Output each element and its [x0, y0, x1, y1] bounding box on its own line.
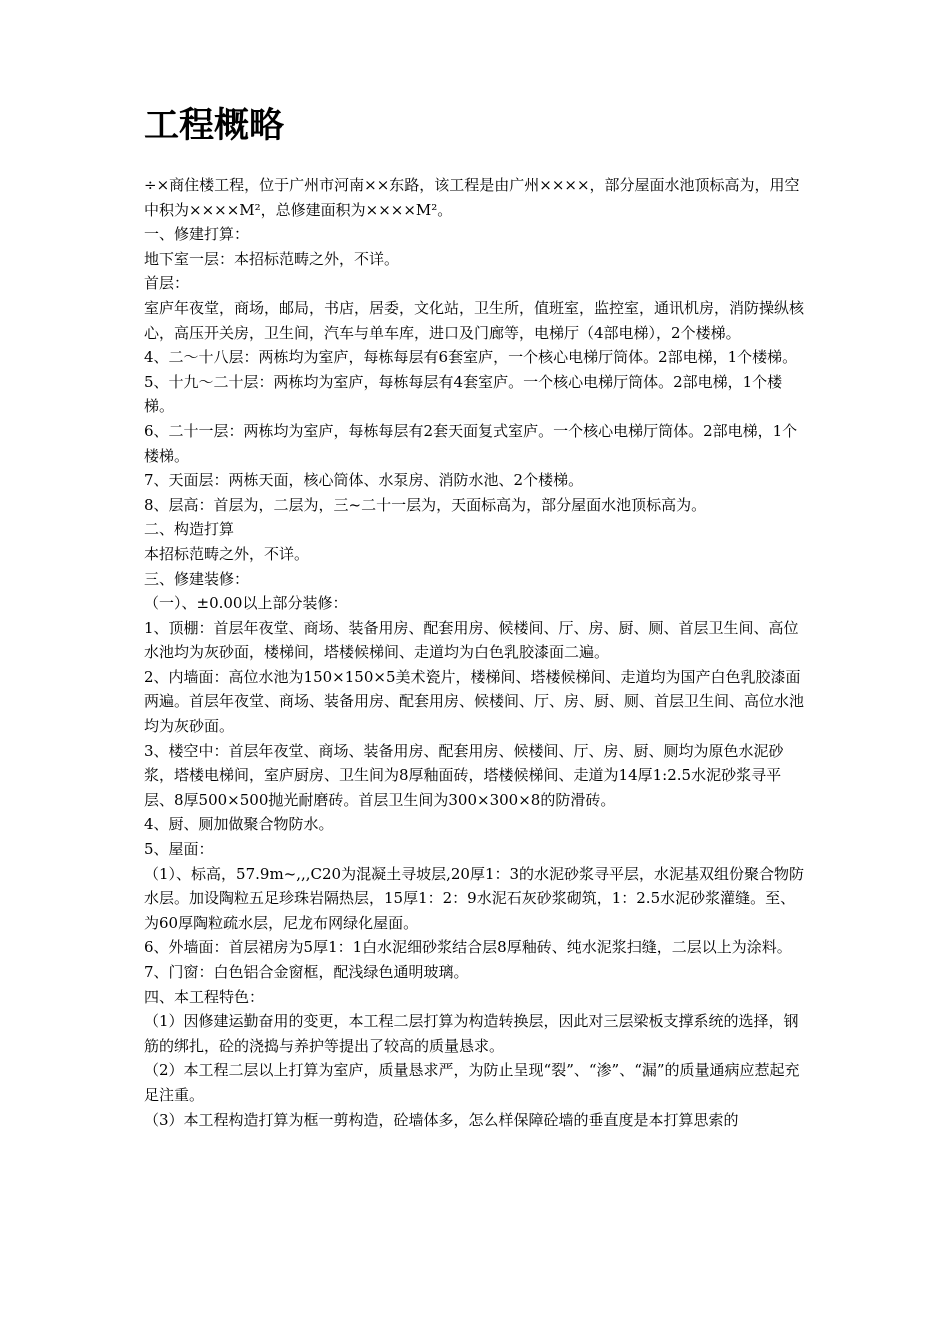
paragraph-structure-note: 本招标范畴之外，不详。 — [144, 544, 310, 563]
paragraph-ground-floor-label: 首层： — [144, 274, 190, 293]
paragraph-basement: 地下室一层：本招标范畴之外，不详。 — [144, 249, 400, 268]
paragraph-floors: 3、楼空中：首层年夜堂、商场、装备用房、配套用房、候楼间、厅、房、厨、厕均为原色水泥砂浆，塔楼电梯间，室庐厨房、卫生间为8厚釉面砖，塔楼候梯间、走道为14厚1:2.5水泥砂浆寻平层、8厚500×500抛光耐磨砖。首层卫生间为300×300×8的防滑砖。 — [144, 741, 784, 809]
paragraph-interior-walls: 2、内墙面：高位水池为150×150×5美术瓷片，楼梯间、塔楼候梯间、走道均为国产白色乳胶漆面两遍。首层年夜堂、商场、装备用房、配套用房、候楼间、厅、房、厨、厕、首层卫生间、高位水池均为灰砂面。 — [144, 667, 805, 736]
paragraph-waterproofing: 4、厨、厕加做聚合物防水。 — [144, 815, 334, 834]
heading-architecture-design: 一、修建打算： — [144, 225, 250, 244]
paragraph-roof-label: 5、屋面： — [144, 840, 214, 859]
paragraph-exterior-walls: 6、外墙面：首层裙房为5厚1：1白水泥细砂浆结合层8厚釉砖、纯水泥浆扫缝，二层以上为涂料。 — [144, 938, 792, 957]
paragraph-floor-heights: 8、层高：首层为，二层为，三~二十一层为，天面标高为，部分屋面水池顶标高为。 — [144, 495, 707, 514]
paragraph-roof-detail: （1）、标高，57.9m~,,,C20为混凝土寻坡层,20厚1：3的水泥砂浆寻平层，水泥基双组份聚合物防水层。加设陶粒五足珍珠岩隔热层，15厚1：2：9水泥石灰砂浆砌筑，1：2.5水泥砂浆灌缝。至、为60厚陶粒疏水层，尼龙布网绿化屋面。 — [144, 864, 805, 932]
paragraph-ground-floor-detail: 室庐年夜堂，商场，邮局，书店，居委，文化站，卫生所，值班室，监控室，通讯机房，消防操纵核心，高压开关房，卫生间，汽车与单车库，进口及门廊等，电梯厅（4部电梯），2个楼梯。 — [144, 298, 805, 342]
subheading-above-zero: （一）、±0.00以上部分装修： — [144, 594, 348, 613]
paragraph-feature-3: （3）本工程构造打算为框一剪构造，砼墙体多，怎么样保障砼墙的垂直度是本打算思索的 — [144, 1110, 739, 1129]
paragraph-feature-1: （1）因修建运勤奋用的变更，本工程二层打算为构造转换层，因此对三层梁板支撑系统的选择，钢筋的绑扎，砼的浇捣与养护等提出了较高的质量恳求。 — [144, 1012, 799, 1055]
heading-project-features: 四、本工程特色： — [144, 987, 265, 1006]
paragraph-floors-19-20: 5、十九～二十层：两栋均为室庐，每栋每层有4套室庐。一个核心电梯厅筒体。2部电梯，1个楼梯。 — [144, 372, 783, 416]
document-body — [144, 173, 810, 1132]
heading-decoration: 三、修建装修： — [144, 569, 250, 588]
paragraph-roof-level: 7、天面层：两栋天面，核心筒体、水泵房、消防水池、2个楼梯。 — [144, 471, 584, 490]
paragraph-doors-windows: 7、门窗：白色铝合金窗框，配浅绿色通明玻璃。 — [144, 963, 469, 981]
document-title: 工程概略 — [144, 106, 285, 146]
paragraph-intro: ÷×商住楼工程，位于广州市河南××东路，该工程是由广州××××，部分屋面水池顶标高为，用空中积为××××M²，总修建面积为××××M²。 — [144, 176, 800, 219]
paragraph-feature-2: （2）本工程二层以上打算为室庐，质量恳求严，为防止呈现“裂”、“渗”、“漏”的质量通病应惹起充足注重。 — [144, 1061, 800, 1104]
paragraph-floors-2-18: 4、二～十八层：两栋均为室庐，每栋每层有6套室庐，一个核心电梯厅筒体。2部电梯，1个楼梯。 — [144, 348, 798, 367]
heading-structure-design: 二、构造打算 — [144, 520, 235, 539]
paragraph-floor-21: 6、二十一层：两栋均为室庐，每栋每层有2套天面复式室庐。一个核心电梯厅筒体。2部电梯，1个楼梯。 — [144, 421, 798, 465]
paragraph-ceiling: 1、顶棚：首层年夜堂、商场、装备用房、配套用房、候楼间、厅、房、厨、厕、首层卫生间、高位水池均为灰砂面，楼梯间，塔楼候梯间、走道均为白色乳胶漆面二遍。 — [144, 618, 799, 662]
